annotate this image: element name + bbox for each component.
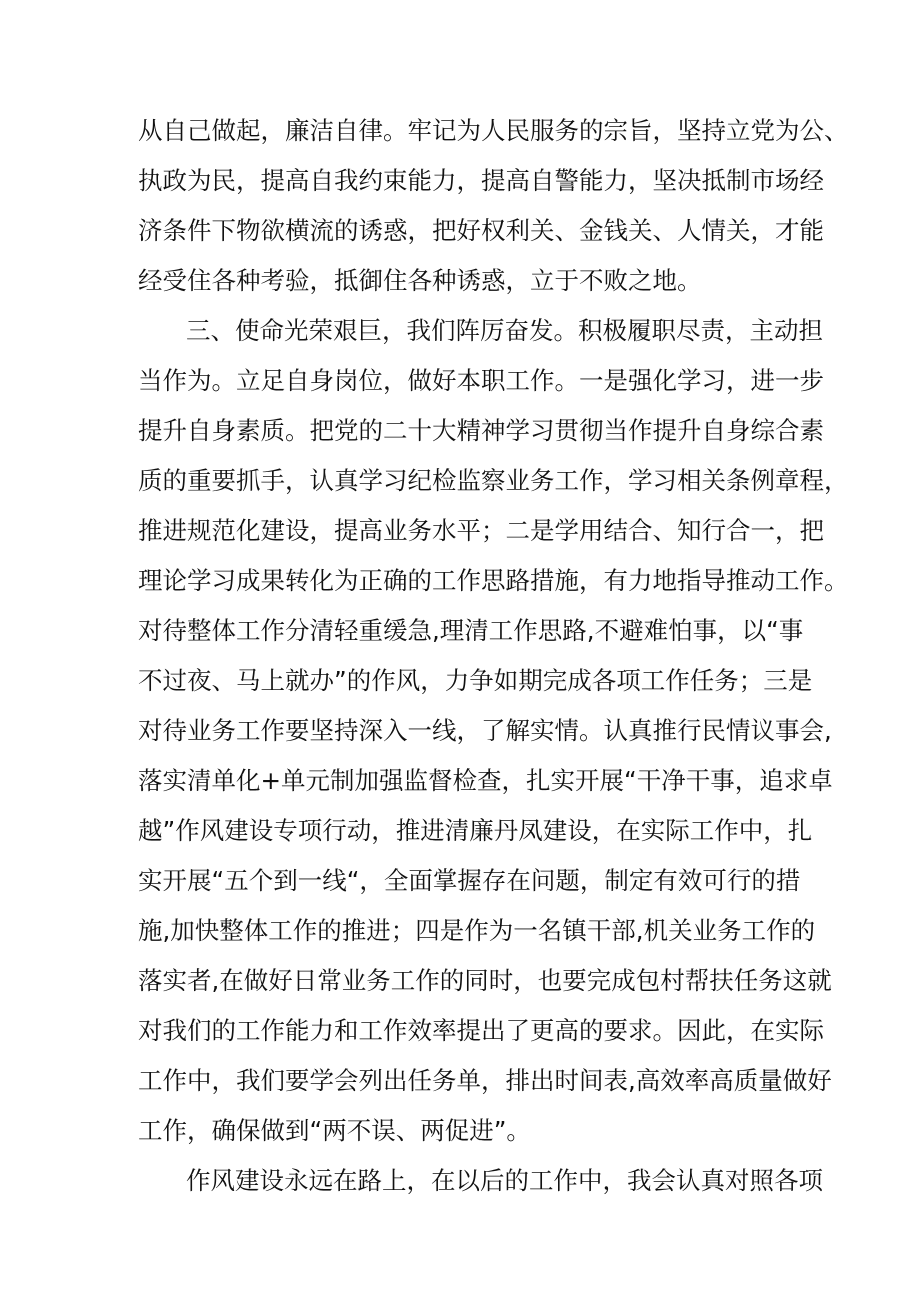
paragraph-2-line-12: 实开展“五个到一线“，全面掌握存在问题，制定有效可行的措 xyxy=(138,866,801,895)
paragraph-2-line-15: 对我们的工作能力和工作效率提出了更高的要求。因此，在实际 xyxy=(138,1016,824,1045)
paragraph-2-line-7: 对待整体工作分清轻重缓急,理清工作思路,不避难怕事，以“事 xyxy=(138,616,804,645)
paragraph-2-line-8: 不过夜、马上就办”的作风，力争如期完成各项工作任务；三是 xyxy=(138,666,813,695)
paragraph-2-line-3: 提升自身素质。把党的二十大精神学习贯彻当作提升自身综合素 xyxy=(138,416,824,445)
paragraph-2-line-6: 理论学习成果转化为正确的工作思路措施，有力地指导推动工作。 xyxy=(138,566,849,595)
paragraph-2-line-17: 工作，确保做到“两不误、两促进”。 xyxy=(138,1116,531,1145)
paragraph-1-line-4: 经受住各种考验，抵御住各种诱惑，立于不败之地。 xyxy=(138,266,702,295)
paragraph-3-line-1: 作风建设永远在路上，在以后的工作中，我会认真对照各项 xyxy=(186,1166,823,1195)
paragraph-2-line-5: 推进规范化建设，提高业务水平；二是学用结合、知行合一，把 xyxy=(138,516,824,545)
paragraph-1-line-3: 济条件下物欲横流的诱惑，把好权利关、金钱关、人情关，才能 xyxy=(138,216,824,245)
paragraph-2-line-1: 三、使命光荣艰巨，我们阵厉奋发。积极履职尽责，主动担 xyxy=(186,316,823,345)
paragraph-1-line-2: 执政为民，提高自我约束能力，提高自警能力，坚决抵制市场经 xyxy=(138,166,824,195)
paragraph-2-line-11: 越”作风建设专项行动，推进清廉丹凤建设，在实际工作中，扎 xyxy=(138,816,813,845)
paragraph-2-line-2: 当作为。立足自身岗位，做好本职工作。一是强化学习，进一步 xyxy=(138,366,824,395)
paragraph-2-line-9: 对待业务工作要坚持深入一线，了解实情。认真推行民情议事会, xyxy=(138,716,832,745)
paragraph-1-line-1: 从自己做起，廉洁自律。牢记为人民服务的宗旨，坚持立党为公、 xyxy=(138,116,849,145)
paragraph-2-line-10: 落实清单化+单元制加强监督检查，扎实开展“干净干事，追求卓 xyxy=(138,766,833,795)
paragraph-2-line-16: 工作中，我们要学会列出任务单，排出时间表,高效率高质量做好 xyxy=(138,1066,832,1095)
paragraph-2-line-13: 施,加快整体工作的推进；四是作为一名镇干部,机关业务工作的 xyxy=(138,916,816,945)
paragraph-2-line-14: 落实者,在做好日常业务工作的同时，也要完成包村帮扶任务这就 xyxy=(138,966,832,995)
paragraph-2-line-4: 质的重要抓手，认真学习纪检监察业务工作，学习相关条例章程， xyxy=(138,466,849,495)
